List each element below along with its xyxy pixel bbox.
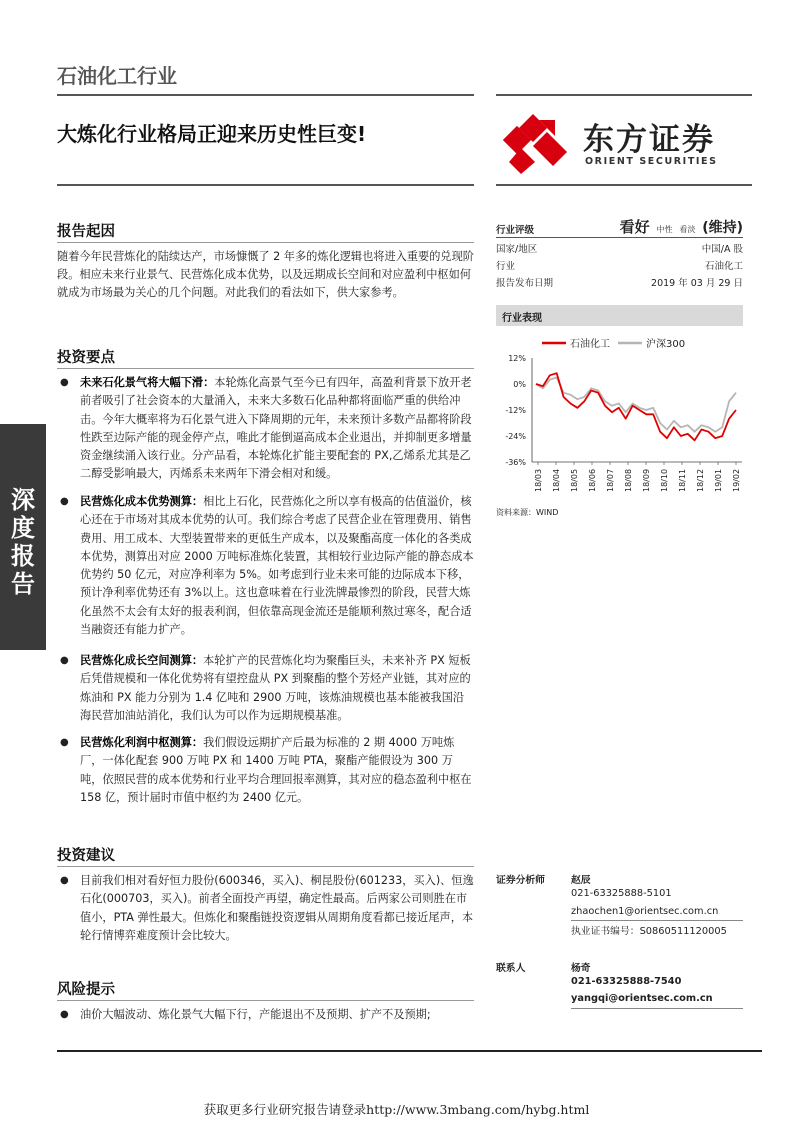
rating-row-value: 中国/A 股 [701, 244, 743, 255]
legend-label: 沪深300 [646, 339, 686, 350]
list-item [57, 493, 474, 639]
bullet-icon: ● [60, 655, 69, 666]
divider [571, 1008, 743, 1009]
point-heading: 民营炼化利润中枢测算： [80, 736, 204, 749]
analyst-name: 赵辰 [571, 875, 591, 886]
page-bottom-rule [57, 1050, 762, 1052]
list-item [57, 872, 474, 945]
logo-english-name: ORIENT SECURITIES [585, 156, 718, 167]
x-tick-label: 18/09 [642, 468, 651, 492]
section-title-advice: 投资建议 [57, 848, 115, 864]
industry-title: 石油化工行业 [57, 64, 177, 88]
x-tick-label: 18/03 [534, 468, 543, 492]
divider [571, 920, 743, 921]
list-item [57, 374, 474, 484]
rating-row [496, 255, 743, 272]
logo-mark-icon [503, 112, 573, 174]
rating-row [496, 272, 743, 289]
contact-phone: 021-63325888-7540 [571, 976, 682, 987]
divider [57, 94, 474, 96]
rating-neutral: 中性 [656, 225, 673, 234]
section-divider [57, 866, 474, 867]
y-tick-label: -24% [505, 432, 526, 441]
contact-email[interactable]: yangqi@orientsec.com.cn [571, 993, 713, 1004]
report-type-tab [0, 424, 46, 650]
x-tick-label: 18/08 [624, 468, 633, 492]
x-tick-label: 18/06 [588, 468, 597, 492]
rating-table [496, 216, 743, 289]
contact-label: 联系人 [496, 963, 526, 974]
bullet-icon: ● [60, 496, 69, 507]
advice-text: 目前我们相对看好恒力股份(600346，买入)、桐昆股份(601233，买入)、恒逸石化(000703，买入)。前者全面投产再望，确定性最高。后两家公司则胜在市值小，PTA 弹性最大。但炼化和聚酯链投资逻辑从周期角度看都已接近尾声，本轮行情博弈难度预计会比较大。 [80, 874, 474, 942]
orient-securities-logo [503, 112, 743, 174]
bullet-icon: ● [60, 875, 69, 886]
section-divider [57, 368, 474, 369]
point-text: 本轮炼化高景气至今已有四年，高盈利背景下放开老前者吸引了社会资本的大量涌入，未来大多数石化品种都将面临严重的供给冲击。今年大概率将为石化景气进入下降周期的元年，未来预计多数产品都将阶段性跌至边际产能的现金停产点，唯此才能倒逼高成本企业退出，并抑制更多增量资金继续涌入该行业。分产品看，本轮炼化扩能主要配套的 PX,乙烯系尤其是乙二醇受影响最大，丙烯系未来两年下滑会相对和缓。 [80, 376, 472, 481]
x-tick-label: 18/12 [696, 468, 705, 492]
x-tick-label: 18/05 [570, 468, 579, 492]
list-item [57, 1006, 474, 1024]
point-text: 相比上石化，民营炼化之所以享有极高的估值溢价，核心还在于市场对其成本优势的认可。我们综合考虑了民营企业在管理费用、销售费用、用工成本、大型装置带来的更低生产成本，以及聚酯高度一体化的各类成本优势，测算出对应 2000 万吨标准炼化装置，其相较行业边际产能的静态成本优势约 50 亿元，对应净利率为 5%。如考虑到行业未来可能的边际成本下移，预计净利率优势还有 3%以上。这也意味着在行业洗牌最惨烈的阶段，民营大炼化虽然不太会有太好的报表利润，但依靠高现金流还是能顺利熬过寒冬，配合适当融资还有能力扩产。 [80, 495, 474, 637]
x-tick-label: 18/07 [606, 468, 615, 492]
logo-chinese-name: 东方证券 [583, 122, 715, 158]
series-line-hs300 [536, 378, 736, 432]
rating-row-label: 国家/地区 [496, 244, 538, 255]
point-text: 本轮扩产的民营炼化均为聚酯巨头，未来补齐 PX 短板后凭借规模和一体化优势将有望控盘从 PX 到聚酯的整个芳烃产业链，其对应的炼油和 PX 能力分别为 1.4 亿吨和 2900 万吨，该炼油规模也基本能被我国沿海民营加油站消化，我们认为可以作为远期规模基准。 [80, 654, 471, 722]
rating-row-label: 行业 [496, 261, 516, 272]
section-title-points: 投资要点 [57, 350, 115, 366]
x-tick-label: 19/01 [714, 468, 723, 492]
y-tick-label: -12% [505, 406, 526, 415]
section-divider [57, 1000, 474, 1001]
rating-values [620, 216, 743, 237]
x-tick-label: 19/02 [732, 468, 741, 492]
rating-bearish: 看淡 [679, 225, 696, 234]
contact-name: 杨奇 [571, 963, 591, 974]
rating-maintain: (维持) [702, 220, 743, 236]
x-tick-label: 18/04 [552, 468, 561, 492]
y-tick-label: 0% [513, 380, 526, 389]
bullet-icon: ● [60, 737, 69, 748]
rating-header-row [496, 216, 743, 238]
origin-paragraph: 随着今年民营炼化的陆续达产，市场慷慨了 2 年多的炼化逻辑也将进入重要的兑现阶段。相应未来行业景气、民营炼化成本优势，以及远期成长空间和对应盈利中枢如何就成为市场最为关心的几个问题。对此我们的看法如下，供大家参考。 [57, 250, 474, 299]
bullet-icon: ● [60, 377, 69, 388]
divider [496, 94, 752, 96]
footer-link[interactable]: 获取更多行业研究报告请登录http://www.3mbang.com/hybg.html [203, 1102, 590, 1117]
report-headline: 大炼化行业格局正迎来历史性巨变! [57, 122, 367, 146]
rating-row-value: 石油化工 [704, 261, 743, 272]
point-text: 我们假设远期扩产后最为标准的 2 期 4000 万吨炼厂，一体化配套 900 万吨 PX 和 1400 万吨 PTA，聚酯产能假设为 300 万吨，依照民营的成本优势和行业平均合理回报率测算，其对应的稳态盈利中枢在 158 亿，预计届时市值中枢约为 2400 亿元。 [80, 736, 472, 804]
performance-title-bar: 行业表现 [496, 305, 743, 326]
list-item [57, 652, 474, 725]
section-title-origin: 报告起因 [57, 224, 115, 240]
section-title-risk: 风险提示 [57, 982, 115, 998]
section-divider [57, 242, 474, 243]
rating-row-value: 2019 年 03 月 29 日 [651, 278, 743, 289]
rating-value: 看好 [619, 218, 650, 236]
analyst-cert: 执业证书编号：S0860511120005 [571, 926, 727, 937]
rating-row-label: 报告发布日期 [496, 278, 554, 289]
series-line-petrochem [536, 373, 736, 440]
report-type-label: 深度报告 [11, 486, 35, 598]
y-tick-label: 12% [508, 354, 526, 363]
industry-performance-chart [496, 330, 746, 506]
legend-label: 石油化工 [570, 339, 610, 350]
y-tick-label: -36% [505, 458, 526, 467]
point-heading: 民营炼化成本优势测算： [80, 495, 204, 508]
risk-text: 油价大幅波动、炼化景气大幅下行，产能退出不及预期、扩产不及预期; [80, 1008, 431, 1021]
analyst-label: 证券分析师 [496, 875, 545, 886]
point-heading: 未来石化景气将大幅下滑： [80, 376, 215, 389]
rating-label: 行业评级 [496, 225, 535, 236]
x-tick-label: 18/11 [678, 468, 687, 492]
rating-row [496, 238, 743, 255]
bullet-icon: ● [60, 1009, 69, 1020]
list-item [57, 734, 474, 807]
analyst-email[interactable]: zhaochen1@orientsec.com.cn [571, 906, 719, 917]
divider [496, 184, 752, 186]
divider [57, 184, 474, 186]
analyst-phone: 021-63325888-5101 [571, 888, 672, 899]
x-tick-label: 18/10 [660, 468, 669, 492]
point-heading: 民营炼化成长空间测算： [80, 654, 204, 667]
chart-source: 资料来源：WIND [496, 508, 559, 517]
